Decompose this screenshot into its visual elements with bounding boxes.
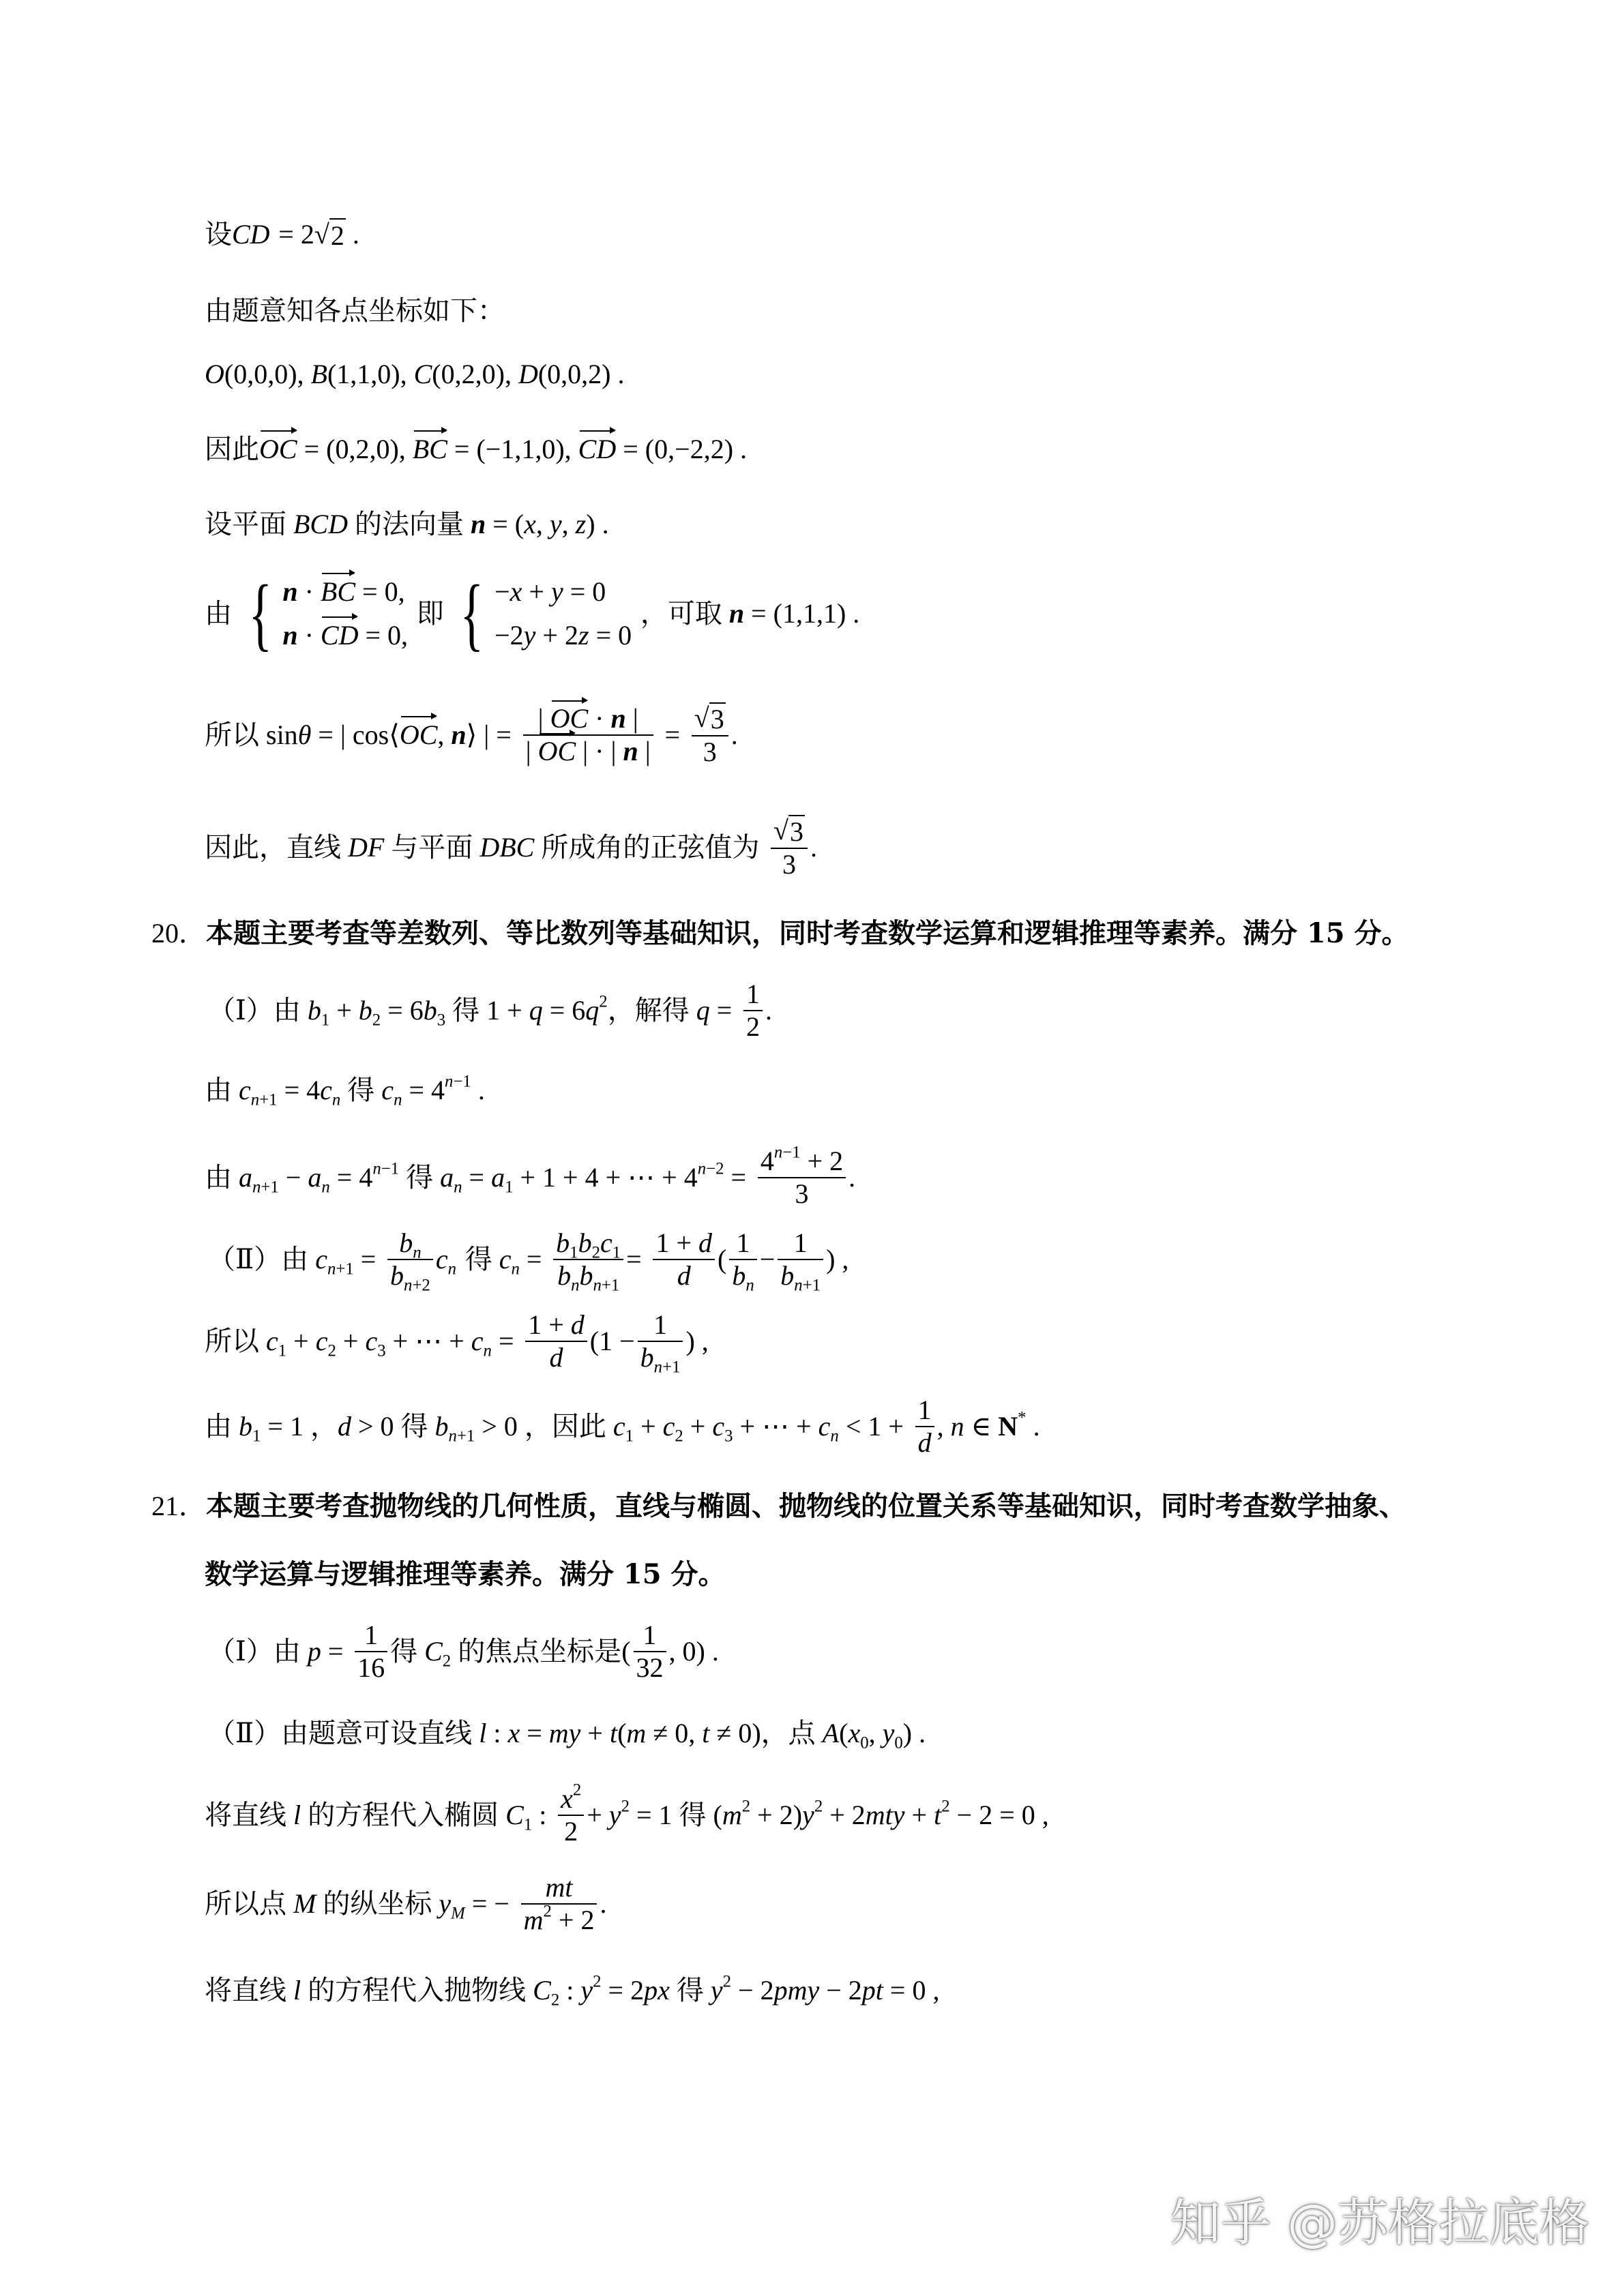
formula-sin-theta: 所以 sinθ = | cos⟨OC, n⟩ | = $\frac{| OC \cdot n |}{| OC | \cdot | n |}$ = √ 3 3 .	[205, 702, 738, 767]
q21-line-ym: 所以点 M 的纵坐标 $y_M$ = − $\frac{mt}{m^2 + 2}$ .	[205, 1872, 607, 1935]
q20-line-conclusion: 由 $b_1 = 1$ ，d > 0 得 $b_{n+1} > 0$ ，因此 $c_1 + c_2 + c_3$ + ⋯ + $c_n < 1$ + $\frac{1}{d}$ , n ∈ N* .	[205, 1395, 1040, 1458]
watermark: 知乎 @苏格拉底格	[1170, 2194, 1590, 2252]
q21-line-parabola: 将直线 l 的方程代入抛物线 $C_2$ : $y^2 = 2px$ 得 $y^2 - 2pmy - 2pt = 0$ ,	[205, 1972, 940, 2010]
q21-part1: （Ⅰ）由 p = $\frac{1}{16}$ 得 $C_2$ 的焦点坐标是( $\frac{1}{32}$ , 0) .	[208, 1620, 719, 1683]
text-normal-vector: 设平面 BCD 的法向量 n = (x, y, z) .	[205, 509, 609, 540]
q20-part2: （Ⅱ）由 $c_{n+1}$ = $\frac{b_n}{b_{n+2}}$ $c_n$ 得 $c_n$ = $\frac{b_1b_2c_1}{b_nb_{n+1}}$ = $\frac{1 + d}{d}$ ( $\frac{1}{b_n}$ − $\frac{1}{b_{n+1}}$ ) ,	[208, 1227, 849, 1295]
q21-line-ellipse: 将直线 l 的方程代入椭圆 $C_1$ : $\frac{x^2}{2}$ + $y^2 = 1$ 得 $(m^2 + 2)y^2 + 2mty + t^2 - 2 = 0$ ,	[205, 1780, 1049, 1847]
formula-system: 由 { n · BC = 0, n · CD = 0, 即 { −x + y = 0 −2y + 2z = 0 ，可取 n = (1,1,1) .	[205, 568, 860, 659]
q20-line-an: 由 $a_{n+1} - a_n = 4^{n-1}$ 得 $a_n = a_1 + 1 + 4$ + ⋯ + $4^{n-2}$ = $\frac{4^{n-1} + 2}{3}$ .	[205, 1143, 856, 1209]
text-conclusion-sine: 因此，直线 DF 与平面 DBC 所成角的正弦值为 √ 3 3 .	[205, 815, 817, 880]
formula-coords: O(0,0,0), B(1,1,0), C(0,2,0), D(0,0,2) .	[205, 359, 625, 389]
q20-part1: （Ⅰ）由 $b_1 + b_2 = 6b_3$ 得 $1 + q = 6q^2$，解得 q = $\frac{1}{2}$ .	[208, 979, 772, 1042]
q21-heading: 21．本题主要考查抛物线的几何性质，直线与椭圆、抛物线的位置关系等基础知识，同时考查数学抽象、	[151, 1490, 1406, 1522]
q20-line-cn: 由 $c_{n+1} = 4c_n$ 得 $c_n = 4^{n-1}$ .	[205, 1072, 485, 1109]
q20-line-sum: 所以 $c_1 + c_2 + c_3$ + ⋯ + $c_n$ = $\frac{1 + d}{d}$ (1 − $\frac{1}{b_{n+1}}$ ) ,	[205, 1309, 709, 1377]
text-line-cd: 设CD = 2 √ 2 .	[205, 219, 359, 251]
formula-vectors: 因此OC = (0,2,0), BC = (−1,1,0), CD = (0,−2,2) .	[205, 434, 748, 465]
q21-heading-cont: 数学运算与逻辑推理等素养。满分 15 分。	[205, 1558, 726, 1590]
q21-part2: （Ⅱ）由题意可设直线 l : x = my + t(m ≠ 0, t ≠ 0)，点 $A(x_0$, $y_0$) .	[208, 1718, 926, 1753]
q20-heading: 20．本题主要考查等差数列、等比数列等基础知识，同时考查数学运算和逻辑推理等素养。满分 15 分。	[151, 917, 1409, 949]
text-line-coords-intro: 由题意知各点坐标如下：	[205, 295, 505, 327]
